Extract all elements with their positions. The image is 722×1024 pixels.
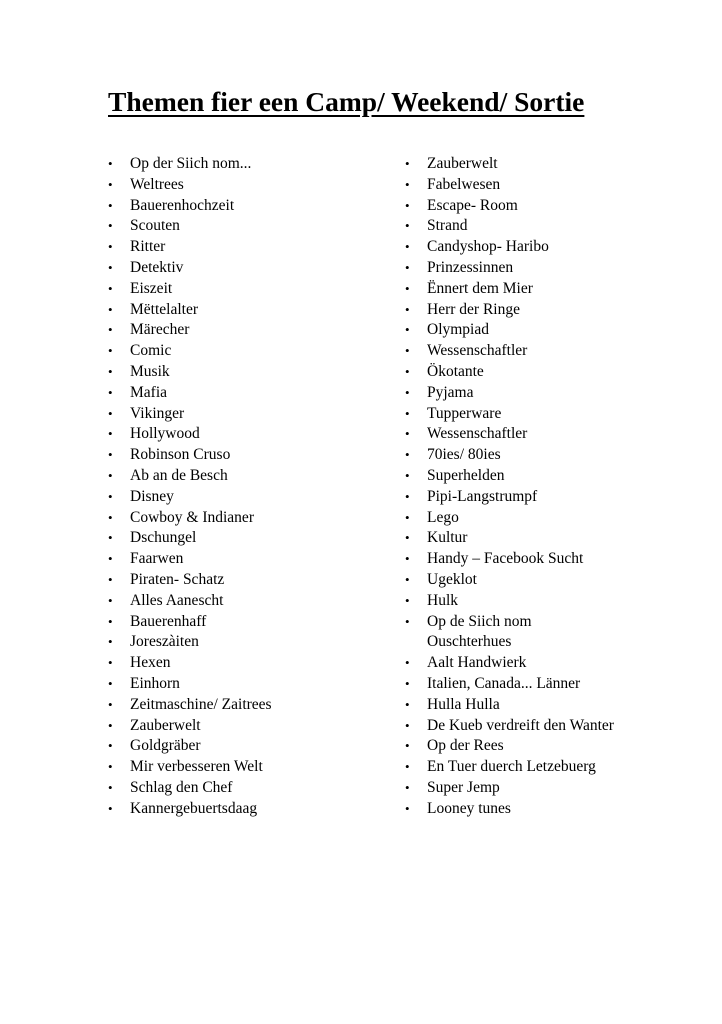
- list-item-label: Op de Siich nom Ouschterhues: [427, 612, 532, 651]
- list-item: [108, 716, 388, 737]
- list-item-label: Bauerenhaff: [130, 612, 207, 630]
- bullet-icon: •: [405, 675, 410, 691]
- bullet-icon: •: [108, 156, 113, 171]
- list-item: [405, 799, 705, 820]
- list-item-label: Candyshop- Haribo: [427, 238, 549, 256]
- list-item-label: Op der Rees: [427, 737, 504, 755]
- list-item: [405, 362, 705, 383]
- bullet-icon: •: [108, 613, 113, 629]
- bullet-icon: •: [108, 592, 113, 608]
- bullet-icon: •: [108, 363, 113, 379]
- list-item-label: Hulla Hulla: [427, 695, 500, 713]
- bullet-icon: •: [405, 280, 410, 296]
- list-item-label: Olympiad: [427, 321, 489, 339]
- bullet-icon: •: [405, 426, 410, 442]
- list-item: [108, 653, 388, 674]
- list-item: [108, 549, 388, 570]
- bullet-icon: •: [405, 176, 410, 192]
- list-item: [108, 778, 388, 799]
- bullet-icon: •: [405, 488, 410, 504]
- bullet-icon: •: [108, 447, 113, 463]
- list-item: [108, 279, 388, 300]
- list-item-label: Cowboy & Indianer: [130, 508, 254, 526]
- list-item-label: Lego: [427, 508, 459, 526]
- bullet-icon: •: [405, 239, 410, 255]
- list-item: [108, 632, 388, 653]
- bullet-icon: •: [108, 655, 113, 671]
- bullet-icon: •: [108, 551, 113, 567]
- list-item-label: Hulk: [427, 591, 458, 609]
- list-item-label: Schlag den Chef: [130, 778, 233, 796]
- list-item-label: Fabelwesen: [427, 175, 501, 193]
- bullet-icon: •: [405, 301, 410, 317]
- list-item: [405, 175, 705, 196]
- list-item-label: 70ies/ 80ies: [427, 446, 501, 464]
- bullet-icon: •: [108, 343, 113, 359]
- list-item-label: Zeitmaschine/ Zaitrees: [130, 695, 272, 713]
- list-item-label: Mir verbesseren Welt: [130, 758, 263, 776]
- left-theme-list: [108, 154, 388, 820]
- bullet-icon: •: [108, 696, 113, 712]
- list-item-label: Alles Aanescht: [130, 591, 224, 609]
- list-item: [108, 320, 388, 341]
- bullet-icon: •: [405, 447, 410, 463]
- list-item-label: Detektiv: [130, 258, 184, 276]
- list-item: [405, 404, 705, 425]
- list-item: [108, 799, 388, 820]
- list-item: [108, 424, 388, 445]
- list-item: [405, 508, 705, 529]
- list-item-label: Tupperware: [427, 404, 502, 422]
- list-item-label: Vikinger: [130, 404, 185, 422]
- list-item-label: Dschungel: [130, 529, 197, 547]
- list-item-label: Joreszàiten: [130, 633, 199, 651]
- list-item: [108, 508, 388, 529]
- list-item: [405, 736, 705, 757]
- list-item-label: Ritter: [130, 238, 166, 256]
- list-item-label: Herr der Ringe: [427, 300, 520, 318]
- list-item: [405, 196, 705, 217]
- bullet-icon: •: [405, 322, 410, 338]
- list-item-label: Aalt Handwierk: [427, 654, 527, 672]
- bullet-icon: •: [108, 322, 113, 338]
- bullet-icon: •: [405, 405, 410, 421]
- list-item-label: Op der Siich nom...: [130, 155, 252, 172]
- list-item: [405, 341, 705, 362]
- list-item-label: Strand: [427, 217, 468, 235]
- list-item-label: Italien, Canada... Länner: [427, 674, 581, 692]
- list-item-label: Zauberwelt: [130, 716, 201, 734]
- bullet-icon: •: [108, 280, 113, 296]
- list-item: [108, 383, 388, 404]
- bullet-icon: •: [405, 156, 410, 171]
- list-item-label: En Tuer duerch Letzebuerg: [427, 758, 596, 776]
- list-item-label: Ugeklot: [427, 570, 477, 588]
- bullet-icon: •: [405, 800, 410, 816]
- list-item-label: Faarwen: [130, 550, 184, 568]
- list-item-label: Eiszeit: [130, 279, 173, 297]
- list-item-label: Comic: [130, 342, 172, 360]
- bullet-icon: •: [405, 613, 410, 629]
- bullet-icon: •: [108, 467, 113, 483]
- bullet-icon: •: [108, 759, 113, 775]
- bullet-icon: •: [108, 426, 113, 442]
- list-item: [405, 716, 705, 737]
- bullet-icon: •: [108, 779, 113, 795]
- list-item-label: Escape- Room: [427, 196, 518, 214]
- bullet-icon: •: [405, 696, 410, 712]
- list-item: [108, 466, 388, 487]
- list-item: [405, 216, 705, 237]
- bullet-icon: •: [108, 488, 113, 504]
- list-item: [108, 695, 388, 716]
- list-item-label: Zauberwelt: [427, 155, 498, 172]
- list-item: [108, 341, 388, 362]
- list-item: [405, 445, 705, 466]
- list-item-label: Handy – Facebook Sucht: [427, 550, 584, 568]
- bullet-icon: •: [108, 218, 113, 234]
- list-item: [405, 549, 705, 570]
- bullet-icon: •: [405, 759, 410, 775]
- list-item: [405, 653, 705, 674]
- list-item: [405, 487, 705, 508]
- list-item-label: Prinzessinnen: [427, 258, 514, 276]
- list-item-label: Goldgräber: [130, 737, 201, 755]
- list-item: [108, 445, 388, 466]
- list-item: [405, 237, 705, 258]
- list-item: [405, 466, 705, 487]
- bullet-icon: •: [405, 197, 410, 213]
- bullet-icon: •: [108, 301, 113, 317]
- bullet-icon: •: [405, 717, 410, 733]
- list-item-label: Scouten: [130, 217, 180, 235]
- list-item-label: Pyjama: [427, 383, 474, 401]
- list-item: [108, 487, 388, 508]
- list-item-label: Bauerenhochzeit: [130, 196, 235, 214]
- bullet-icon: •: [108, 239, 113, 255]
- bullet-icon: •: [405, 509, 410, 525]
- bullet-icon: •: [108, 800, 113, 816]
- list-item-label: Wessenschaftler: [427, 425, 528, 443]
- list-item: [108, 237, 388, 258]
- bullet-icon: •: [108, 675, 113, 691]
- list-item-label: Märecher: [130, 321, 190, 339]
- bullet-icon: •: [405, 551, 410, 567]
- list-item: [405, 695, 705, 716]
- list-item-label: Ënnert dem Mier: [427, 279, 533, 297]
- bullet-icon: •: [108, 634, 113, 650]
- bullet-icon: •: [108, 197, 113, 213]
- bullet-icon: •: [108, 405, 113, 421]
- list-item: [108, 612, 388, 633]
- list-item: [405, 612, 587, 654]
- list-item: [405, 300, 705, 321]
- bullet-icon: •: [405, 592, 410, 608]
- bullet-icon: •: [108, 259, 113, 275]
- list-item-label: Hollywood: [130, 425, 200, 443]
- bullet-icon: •: [405, 384, 410, 400]
- list-item: [108, 736, 388, 757]
- page-title: Themen fier een Camp/ Weekend/ Sortie: [108, 86, 585, 117]
- list-item-label: Einhorn: [130, 674, 180, 692]
- list-item-label: Hexen: [130, 654, 171, 672]
- bullet-icon: •: [405, 363, 410, 379]
- bullet-icon: •: [108, 738, 113, 754]
- list-item-label: Weltrees: [130, 175, 184, 193]
- list-item-label: Robinson Cruso: [130, 446, 231, 464]
- bullet-icon: •: [405, 655, 410, 671]
- bullet-icon: •: [405, 738, 410, 754]
- list-item: [108, 591, 388, 612]
- list-item-label: Pipi-Langstrumpf: [427, 487, 538, 505]
- list-item: [405, 591, 705, 612]
- list-item: [108, 154, 388, 175]
- list-item-label: Ökotante: [427, 362, 484, 380]
- list-item: [405, 424, 705, 445]
- list-item: [108, 757, 388, 778]
- list-item-label: Mëttelalter: [130, 300, 198, 318]
- list-item: [108, 570, 388, 591]
- list-item: [108, 404, 388, 425]
- list-item-label: Disney: [130, 487, 174, 505]
- list-item-label: Wessenschaftler: [427, 342, 528, 360]
- list-item: [108, 674, 388, 695]
- list-item: [405, 320, 705, 341]
- list-item: [405, 258, 705, 279]
- list-item-label: Piraten- Schatz: [130, 570, 225, 588]
- list-item: [405, 154, 705, 175]
- list-item-label: De Kueb verdreift den Wanter: [427, 716, 614, 734]
- bullet-icon: •: [108, 509, 113, 525]
- list-item: [108, 175, 388, 196]
- list-item: [405, 778, 705, 799]
- list-item: [108, 196, 388, 217]
- list-item-label: Kultur: [427, 529, 468, 547]
- list-item: [108, 362, 388, 383]
- list-item: [405, 528, 705, 549]
- bullet-icon: •: [108, 384, 113, 400]
- bullet-icon: •: [108, 176, 113, 192]
- list-item-label: Super Jemp: [427, 778, 500, 796]
- bullet-icon: •: [405, 467, 410, 483]
- list-item-label: Superhelden: [427, 466, 505, 484]
- list-item-label: Mafia: [130, 383, 168, 401]
- right-theme-list: [405, 154, 705, 820]
- bullet-icon: •: [108, 571, 113, 587]
- list-item: [108, 216, 388, 237]
- list-item: [108, 300, 388, 321]
- bullet-icon: •: [405, 343, 410, 359]
- list-item: [405, 757, 705, 778]
- list-item: [108, 258, 388, 279]
- list-item-label: Ab an de Besch: [130, 466, 228, 484]
- list-item: [405, 570, 705, 591]
- bullet-icon: •: [405, 218, 410, 234]
- list-item: [405, 674, 705, 695]
- list-item-label: Kannergebuertsdaag: [130, 799, 258, 817]
- list-item: [108, 528, 388, 549]
- bullet-icon: •: [405, 571, 410, 587]
- bullet-icon: •: [405, 530, 410, 546]
- bullet-icon: •: [108, 717, 113, 733]
- bullet-icon: •: [108, 530, 113, 546]
- list-item-label: Looney tunes: [427, 799, 511, 817]
- bullet-icon: •: [405, 779, 410, 795]
- list-item: [405, 279, 705, 300]
- list-item: [405, 383, 705, 404]
- list-item-label: Musik: [130, 362, 170, 380]
- bullet-icon: •: [405, 259, 410, 275]
